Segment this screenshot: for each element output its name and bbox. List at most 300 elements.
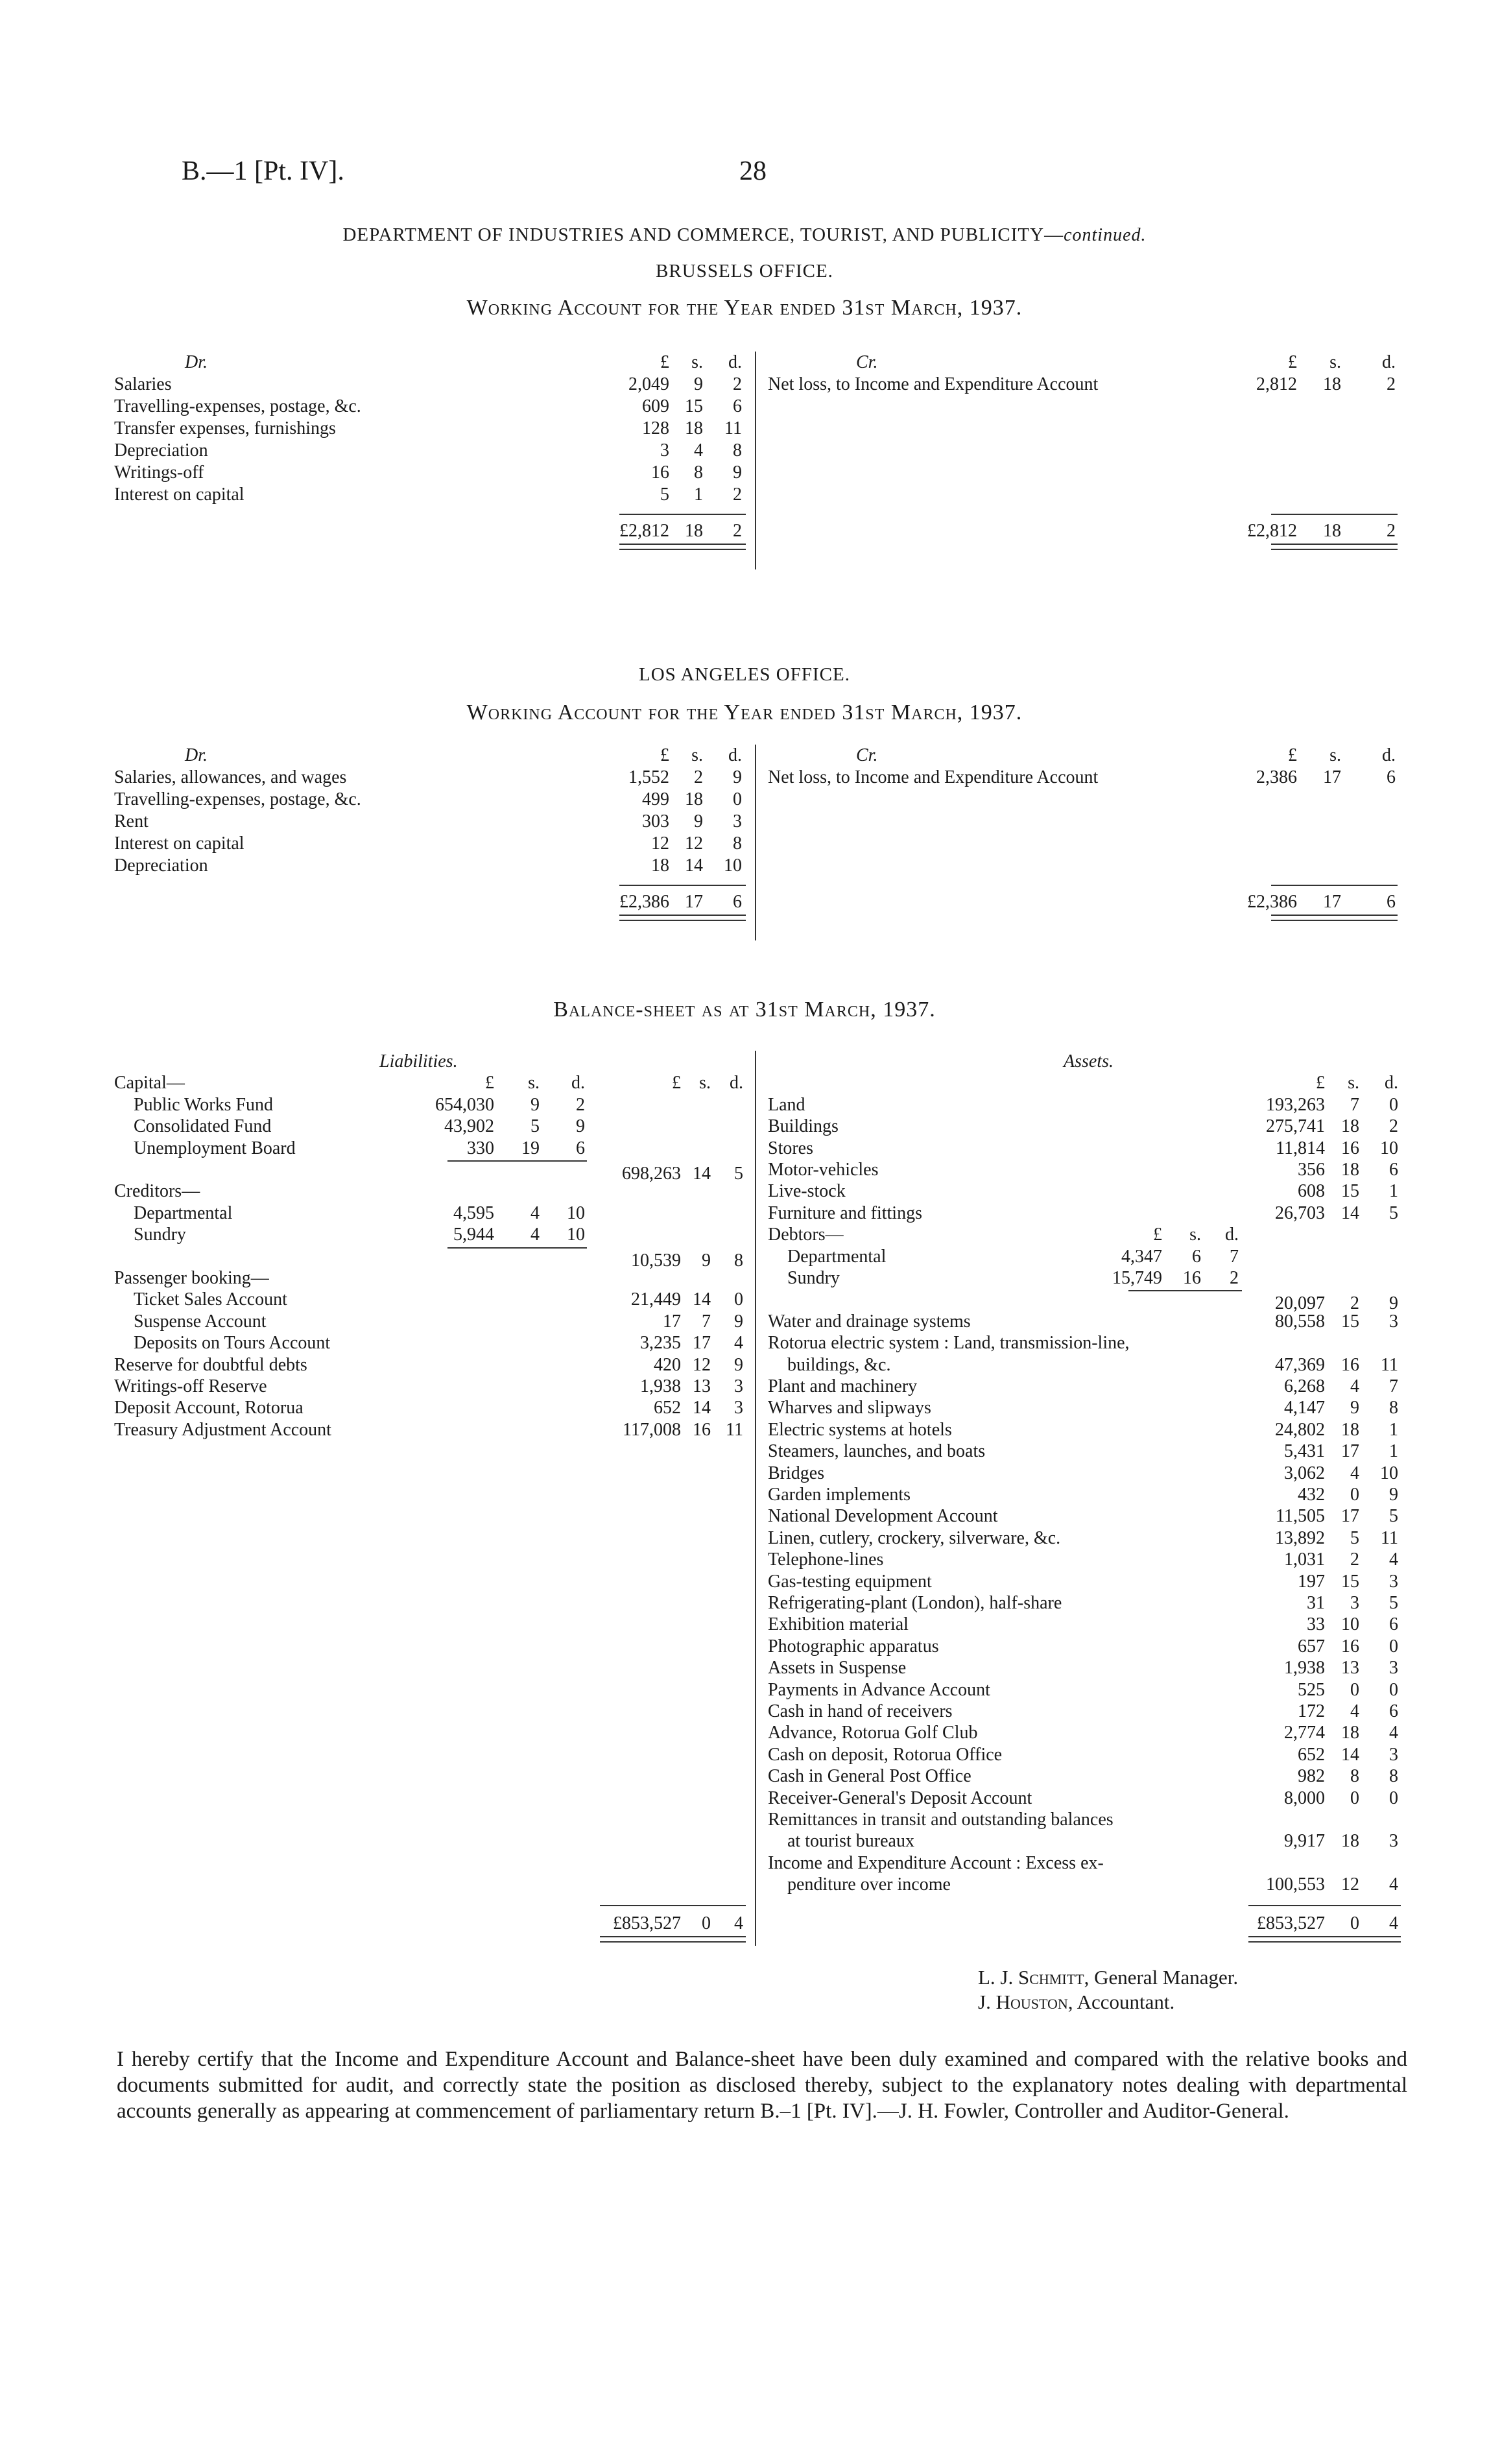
income-expenditure-shillings: 12 <box>1341 1874 1359 1895</box>
asset-item-shillings: 3 <box>1350 1593 1359 1613</box>
debit-item-pounds: 5 <box>660 484 669 505</box>
debit-item-label: Rent <box>114 811 149 831</box>
asset-item-pounds: 13,892 <box>1275 1527 1325 1548</box>
asset-item-shillings: 17 <box>1341 1441 1359 1462</box>
debit-item-shillings: 18 <box>685 789 703 809</box>
passenger-item-pounds: 3,235 <box>640 1333 681 1354</box>
asset-item-pence: 10 <box>1380 1463 1398 1483</box>
capital-item-pence: 2 <box>576 1094 585 1115</box>
asset-item-pounds: 26,703 <box>1275 1202 1325 1223</box>
rule-line <box>1271 514 1398 515</box>
signature-accountant <box>978 1990 1174 2015</box>
column-head-pounds: £ <box>485 1073 494 1094</box>
debit-item-label: Travelling-expenses, postage, &c. <box>114 789 361 809</box>
column-head-pounds: £ <box>1288 745 1297 765</box>
signature-general-manager <box>978 1965 1238 1990</box>
debit-item-shillings: 4 <box>694 440 703 461</box>
debtors-item-label: Sundry <box>787 1268 840 1288</box>
debtors-total-pence: 9 <box>1389 1293 1398 1314</box>
passenger-booking-heading: Passenger booking— <box>114 1268 269 1288</box>
double-rule-line <box>1271 915 1398 921</box>
asset-item-pence: 11 <box>1381 1527 1398 1548</box>
asset-item-label: Bridges <box>768 1463 825 1483</box>
rotorua-electric-pounds: 47,369 <box>1275 1354 1325 1375</box>
asset-item-shillings: 7 <box>1350 1094 1359 1115</box>
asset-item-pence: 7 <box>1389 1376 1398 1396</box>
asset-item-shillings: 13 <box>1341 1658 1359 1679</box>
creditors-item-pounds: 5,944 <box>453 1225 494 1245</box>
asset-item-pence: 0 <box>1389 1636 1398 1657</box>
asset-item-shillings: 4 <box>1350 1463 1359 1483</box>
column-head-shillings: s. <box>1329 745 1341 765</box>
remittances-pence: 3 <box>1389 1831 1398 1852</box>
asset-item-label: Telephone-lines <box>768 1549 884 1570</box>
asset-item-label: Refrigerating-plant (London), half-share <box>768 1593 1062 1613</box>
capital-item-pence: 6 <box>576 1138 585 1158</box>
debit-item-pence: 10 <box>724 855 742 876</box>
dr-label: Dr. <box>185 745 208 765</box>
liabilities-total-pence: 4 <box>734 1913 743 1933</box>
asset-item-pence: 3 <box>1389 1658 1398 1679</box>
credit-total-pence: 2 <box>1387 521 1396 541</box>
signatory-title: General Manager. <box>1094 1966 1239 1989</box>
debit-item-pence: 6 <box>733 396 742 416</box>
capital-item-shillings: 9 <box>530 1094 540 1115</box>
debit-item-label: Interest on capital <box>114 833 244 854</box>
signatory-name: J. Houston, <box>978 1991 1073 2013</box>
column-head-pounds: £ <box>1316 1073 1325 1094</box>
asset-item-pence: 0 <box>1389 1094 1398 1115</box>
asset-item-label: Linen, cutlery, crockery, silverware, &c. <box>768 1527 1061 1548</box>
debit-item-shillings: 9 <box>694 811 703 831</box>
asset-item-pounds: 11,505 <box>1276 1506 1325 1527</box>
column-head-pence: d. <box>728 745 742 765</box>
asset-item-label: Gas-testing equipment <box>768 1571 932 1592</box>
credit-total-pounds: £2,386 <box>1247 892 1297 912</box>
asset-item-label: Motor-vehicles <box>768 1160 879 1180</box>
assets-total-pounds: £853,527 <box>1257 1913 1325 1933</box>
debit-item-label: Salaries, allowances, and wages <box>114 767 347 787</box>
liability-item-pence: 11 <box>726 1419 743 1440</box>
asset-item-shillings: 15 <box>1341 1181 1359 1202</box>
rule-line <box>1271 885 1398 886</box>
passenger-item-label: Suspense Account <box>134 1311 267 1332</box>
debit-item-pounds: 303 <box>642 811 669 831</box>
debit-item-shillings: 2 <box>694 767 703 787</box>
income-expenditure-label-cont: penditure over income <box>787 1874 951 1895</box>
asset-item-shillings: 16 <box>1341 1138 1359 1158</box>
asset-item-pounds: 193,263 <box>1266 1094 1325 1115</box>
asset-item-label: Electric systems at hotels <box>768 1419 952 1440</box>
liability-item-label: Reserve for doubtful debts <box>114 1354 307 1375</box>
capital-item-label: Unemployment Board <box>134 1138 296 1158</box>
asset-item-pence: 0 <box>1389 1788 1398 1808</box>
debtors-item-shillings: 6 <box>1192 1246 1201 1267</box>
asset-item-shillings: 4 <box>1350 1376 1359 1396</box>
page-number: 28 <box>739 156 767 186</box>
asset-item-shillings: 18 <box>1341 1723 1359 1743</box>
asset-item-pence: 4 <box>1389 1723 1398 1743</box>
liability-item-shillings: 14 <box>693 1398 711 1418</box>
liability-item-label: Deposit Account, Rotorua <box>114 1398 304 1418</box>
credit-item-shillings: 18 <box>1323 374 1341 394</box>
asset-item-pounds: 31 <box>1307 1593 1325 1613</box>
creditors-total-pence: 8 <box>734 1250 743 1271</box>
debtors-item-pounds: 4,347 <box>1121 1246 1162 1267</box>
asset-item-label: National Development Account <box>768 1506 998 1527</box>
rule-line <box>1128 1290 1242 1291</box>
debit-total-pounds: £2,812 <box>619 521 669 541</box>
column-head-pounds: £ <box>672 1073 681 1094</box>
rotorua-electric-label-cont: buildings, &c. <box>787 1354 891 1375</box>
creditors-heading: Creditors— <box>114 1181 200 1202</box>
creditors-item-pounds: 4,595 <box>453 1202 494 1223</box>
document-reference: B.—1 [Pt. IV]. <box>182 156 344 186</box>
dr-label: Dr. <box>185 352 208 372</box>
asset-item-pounds: 652 <box>1298 1744 1325 1765</box>
assets-total-shillings: 0 <box>1350 1913 1359 1933</box>
debit-item-pounds: 128 <box>642 418 669 438</box>
liability-item-pounds: 1,938 <box>640 1376 681 1396</box>
asset-item-pence: 1 <box>1389 1441 1398 1462</box>
capital-total-pounds: 698,263 <box>622 1164 681 1184</box>
rule-line <box>600 1905 746 1906</box>
asset-item-pounds: 525 <box>1298 1679 1325 1700</box>
assets-total-pence: 4 <box>1389 1913 1398 1933</box>
asset-item-label: Cash on deposit, Rotorua Office <box>768 1744 1003 1765</box>
double-rule-line <box>1271 544 1398 550</box>
asset-item-label: Cash in hand of receivers <box>768 1701 953 1721</box>
capital-item-pounds: 330 <box>467 1138 494 1158</box>
debit-item-pounds: 16 <box>651 462 669 483</box>
debit-item-pence: 9 <box>733 462 742 483</box>
asset-item-pounds: 432 <box>1298 1485 1325 1505</box>
asset-item-pounds: 6,268 <box>1284 1376 1325 1396</box>
asset-item-pounds: 172 <box>1298 1701 1325 1721</box>
asset-item-pence: 3 <box>1389 1571 1398 1592</box>
asset-item-pence: 2 <box>1389 1116 1398 1137</box>
asset-item-shillings: 14 <box>1341 1202 1359 1223</box>
credit-item-pence: 6 <box>1387 767 1396 787</box>
debit-total-pounds: £2,386 <box>619 892 669 912</box>
income-expenditure-label: Income and Expenditure Account : Excess ex- <box>768 1852 1104 1873</box>
creditors-item-label: Sundry <box>134 1225 186 1245</box>
capital-item-shillings: 5 <box>530 1116 540 1137</box>
debit-item-label: Depreciation <box>114 440 208 461</box>
rule-line <box>447 1247 587 1249</box>
asset-item-shillings: 0 <box>1350 1788 1359 1808</box>
asset-item-pounds: 80,558 <box>1275 1311 1325 1332</box>
capital-item-pounds: 43,902 <box>444 1116 494 1137</box>
debtors-item-label: Departmental <box>787 1246 887 1267</box>
asset-item-pounds: 356 <box>1298 1160 1325 1180</box>
asset-item-shillings: 8 <box>1350 1766 1359 1787</box>
liability-item-pounds: 652 <box>654 1398 681 1418</box>
column-head-shillings: s. <box>528 1073 540 1094</box>
liability-item-pounds: 117,008 <box>623 1419 681 1440</box>
department-text: DEPARTMENT OF INDUSTRIES AND COMMERCE, TOURIST, AND PUBLICITY— <box>342 224 1064 245</box>
asset-item-shillings: 18 <box>1341 1419 1359 1440</box>
asset-item-pence: 6 <box>1389 1701 1398 1721</box>
credit-total-shillings: 18 <box>1323 521 1341 541</box>
debit-item-label: Depreciation <box>114 855 208 876</box>
department-heading <box>0 224 1489 246</box>
cr-label: Cr. <box>856 745 878 765</box>
asset-item-label: Land <box>768 1094 805 1115</box>
debit-item-shillings: 1 <box>694 484 703 505</box>
rotorua-electric-label: Rotorua electric system : Land, transmission-line, <box>768 1333 1130 1354</box>
capital-item-label: Public Works Fund <box>134 1094 274 1115</box>
asset-item-shillings: 18 <box>1341 1116 1359 1137</box>
liability-item-label: Writings-off Reserve <box>114 1376 267 1396</box>
debit-item-pounds: 499 <box>642 789 669 809</box>
asset-item-pence: 8 <box>1389 1766 1398 1787</box>
asset-item-pence: 3 <box>1389 1311 1398 1332</box>
debit-item-pounds: 2,049 <box>628 374 669 394</box>
cr-label: Cr. <box>856 352 878 372</box>
credit-item-pounds: 2,812 <box>1256 374 1297 394</box>
column-head-shillings: s. <box>699 1073 711 1094</box>
rule-line <box>447 1160 587 1162</box>
asset-item-label: Live-stock <box>768 1181 846 1202</box>
passenger-item-pence: 4 <box>734 1333 743 1354</box>
debit-total-shillings: 17 <box>685 892 703 912</box>
debit-item-pence: 3 <box>733 811 742 831</box>
asset-item-pence: 3 <box>1389 1744 1398 1765</box>
passenger-item-shillings: 7 <box>702 1311 711 1332</box>
double-rule-line <box>619 915 746 921</box>
debit-item-shillings: 15 <box>685 396 703 416</box>
liability-item-shillings: 12 <box>693 1354 711 1375</box>
double-rule-line <box>619 544 746 550</box>
credit-item-label: Net loss, to Income and Expenditure Account <box>768 374 1099 394</box>
asset-item-shillings: 14 <box>1341 1744 1359 1765</box>
asset-item-label: Wharves and slipways <box>768 1398 931 1418</box>
asset-item-label: Plant and machinery <box>768 1376 918 1396</box>
column-head-shillings: s. <box>691 352 703 372</box>
asset-item-shillings: 16 <box>1341 1636 1359 1657</box>
debtors-total-shillings: 2 <box>1350 1293 1359 1314</box>
rotorua-electric-pence: 11 <box>1381 1354 1398 1375</box>
asset-item-label: Receiver-General's Deposit Account <box>768 1788 1032 1808</box>
asset-item-label: Buildings <box>768 1116 839 1137</box>
passenger-item-shillings: 17 <box>693 1333 711 1354</box>
debit-item-pence: 2 <box>733 374 742 394</box>
liabilities-total-shillings: 0 <box>702 1913 711 1933</box>
debtors-item-pence: 7 <box>1230 1246 1239 1267</box>
debit-item-pounds: 3 <box>660 440 669 461</box>
department-continued: continued. <box>1064 225 1147 245</box>
debit-item-pence: 11 <box>724 418 742 438</box>
signatory-name: L. J. Schmitt, <box>978 1966 1090 1989</box>
debit-item-label: Transfer expenses, furnishings <box>114 418 336 438</box>
asset-item-shillings: 18 <box>1341 1160 1359 1180</box>
column-head-pounds: £ <box>1153 1225 1162 1245</box>
remittances-label: Remittances in transit and outstanding balances <box>768 1810 1114 1830</box>
remittances-shillings: 18 <box>1341 1831 1359 1852</box>
asset-item-shillings: 4 <box>1350 1701 1359 1721</box>
asset-item-label: Garden implements <box>768 1485 911 1505</box>
asset-item-pounds: 982 <box>1298 1766 1325 1787</box>
column-head-pence: d. <box>1225 1225 1239 1245</box>
credit-item-pence: 2 <box>1387 374 1396 394</box>
asset-item-pounds: 608 <box>1298 1181 1325 1202</box>
column-head-pounds: £ <box>1288 352 1297 372</box>
creditors-item-pence: 10 <box>567 1225 585 1245</box>
liability-item-pence: 3 <box>734 1376 743 1396</box>
debit-item-label: Interest on capital <box>114 484 244 505</box>
asset-item-pence: 4 <box>1389 1549 1398 1570</box>
debit-item-pounds: 1,552 <box>628 767 669 787</box>
liability-item-shillings: 13 <box>693 1376 711 1396</box>
capital-item-pence: 9 <box>576 1116 585 1137</box>
debit-item-pounds: 609 <box>642 396 669 416</box>
asset-item-label: Assets in Suspense <box>768 1658 907 1679</box>
column-head-pence: d. <box>1382 352 1396 372</box>
asset-item-label: Cash in General Post Office <box>768 1766 971 1787</box>
asset-item-label: Photographic apparatus <box>768 1636 939 1657</box>
asset-item-pounds: 2,774 <box>1284 1723 1325 1743</box>
asset-item-label: Stores <box>768 1138 813 1158</box>
column-head-shillings: s. <box>691 745 703 765</box>
capital-total-pence: 5 <box>734 1164 743 1184</box>
asset-item-pounds: 33 <box>1307 1614 1325 1635</box>
debit-item-shillings: 12 <box>685 833 703 854</box>
debtors-total-pounds: 20,097 <box>1275 1293 1325 1314</box>
debit-item-pounds: 18 <box>651 855 669 876</box>
passenger-item-label: Deposits on Tours Account <box>134 1333 331 1354</box>
column-head-pence: d. <box>728 352 742 372</box>
audit-certificate: I hereby certify that the Income and Expenditure Account and Balance-sheet have been duly examined and compared with the relative books and documents submitted for audit, and correctly state the position as disclosed thereby, subject to the explanatory notes dealing with departmental accounts generally as appearing at commencement of parliamentary return B.–1 [Pt. IV].—J. H. Fowler, Controller and Auditor-General. <box>117 2048 1407 2123</box>
asset-item-pounds: 197 <box>1298 1571 1325 1592</box>
asset-item-shillings: 5 <box>1350 1527 1359 1548</box>
asset-item-shillings: 0 <box>1350 1485 1359 1505</box>
remittances-pounds: 9,917 <box>1284 1831 1325 1852</box>
asset-item-pence: 5 <box>1389 1593 1398 1613</box>
asset-item-pence: 1 <box>1389 1419 1398 1440</box>
passenger-item-shillings: 14 <box>693 1289 711 1310</box>
passenger-item-pounds: 21,449 <box>631 1289 681 1310</box>
asset-item-pence: 1 <box>1389 1181 1398 1202</box>
asset-item-shillings: 15 <box>1341 1311 1359 1332</box>
asset-item-pounds: 657 <box>1298 1636 1325 1657</box>
passenger-item-pence: 0 <box>734 1289 743 1310</box>
credit-item-label: Net loss, to Income and Expenditure Account <box>768 767 1099 787</box>
rule-line <box>619 885 746 886</box>
asset-item-label: Payments in Advance Account <box>768 1679 990 1700</box>
assets-heading: Assets. <box>1064 1051 1114 1071</box>
capital-heading: Capital— <box>114 1073 185 1094</box>
debtors-item-pence: 2 <box>1230 1268 1239 1288</box>
asset-item-pence: 9 <box>1389 1485 1398 1505</box>
losangeles-account-title: Working Account for the Year ended 31st March, 1937. <box>466 700 1023 724</box>
asset-item-shillings: 2 <box>1350 1549 1359 1570</box>
brussels-account-title: Working Account for the Year ended 31st March, 1937. <box>466 296 1023 320</box>
asset-item-pounds: 8,000 <box>1284 1788 1325 1808</box>
debit-total-pence: 6 <box>733 892 742 912</box>
asset-item-pence: 5 <box>1389 1202 1398 1223</box>
credit-total-shillings: 17 <box>1323 892 1341 912</box>
signatory-title: Accountant. <box>1077 1991 1175 2013</box>
rotorua-electric-shillings: 16 <box>1341 1354 1359 1375</box>
double-rule-line <box>1248 1936 1401 1943</box>
asset-item-pounds: 3,062 <box>1284 1463 1325 1483</box>
liability-item-pence: 3 <box>734 1398 743 1418</box>
balance-sheet-title: Balance-sheet as at 31st March, 1937. <box>553 998 936 1022</box>
debtors-heading: Debtors— <box>768 1225 844 1245</box>
asset-item-shillings: 17 <box>1341 1506 1359 1527</box>
income-expenditure-pence: 4 <box>1389 1874 1398 1895</box>
debit-item-pence: 2 <box>733 484 742 505</box>
capital-item-label: Consolidated Fund <box>134 1116 272 1137</box>
liability-item-label: Treasury Adjustment Account <box>114 1419 331 1440</box>
debtors-item-pounds: 15,749 <box>1112 1268 1162 1288</box>
asset-item-pence: 6 <box>1389 1614 1398 1635</box>
debit-item-label: Salaries <box>114 374 172 394</box>
asset-item-shillings: 10 <box>1341 1614 1359 1635</box>
liability-item-pounds: 420 <box>654 1354 681 1375</box>
asset-item-pence: 6 <box>1389 1160 1398 1180</box>
debit-item-shillings: 9 <box>694 374 703 394</box>
asset-item-pounds: 5,431 <box>1284 1441 1325 1462</box>
asset-item-pence: 10 <box>1380 1138 1398 1158</box>
creditors-item-pence: 10 <box>567 1202 585 1223</box>
debit-item-pence: 8 <box>733 440 742 461</box>
debit-item-label: Travelling-expenses, postage, &c. <box>114 396 361 416</box>
creditors-item-label: Departmental <box>134 1202 233 1223</box>
brussels-office-heading: BRUSSELS OFFICE. <box>656 261 833 281</box>
capital-item-shillings: 19 <box>521 1138 540 1158</box>
column-divider <box>755 352 756 569</box>
column-head-pence: d. <box>571 1073 585 1094</box>
credit-total-pence: 6 <box>1387 892 1396 912</box>
debit-item-pence: 8 <box>733 833 742 854</box>
passenger-item-pence: 9 <box>734 1311 743 1332</box>
asset-item-pence: 0 <box>1389 1679 1398 1700</box>
column-divider <box>755 1051 756 1946</box>
debit-item-label: Writings-off <box>114 462 204 483</box>
asset-item-label: Advance, Rotorua Golf Club <box>768 1723 978 1743</box>
column-head-shillings: s. <box>1189 1225 1201 1245</box>
asset-item-pounds: 24,802 <box>1275 1419 1325 1440</box>
asset-item-label: Water and drainage systems <box>768 1311 971 1332</box>
credit-item-pounds: 2,386 <box>1256 767 1297 787</box>
debtors-item-shillings: 16 <box>1183 1268 1201 1288</box>
debit-item-pounds: 12 <box>651 833 669 854</box>
debit-item-pence: 9 <box>733 767 742 787</box>
creditors-item-shillings: 4 <box>530 1225 540 1245</box>
asset-item-pounds: 1,938 <box>1284 1658 1325 1679</box>
asset-item-shillings: 0 <box>1350 1679 1359 1700</box>
capital-total-shillings: 14 <box>693 1164 711 1184</box>
rule-line <box>1248 1905 1401 1906</box>
asset-item-pounds: 4,147 <box>1284 1398 1325 1418</box>
passenger-item-label: Ticket Sales Account <box>134 1289 287 1310</box>
asset-item-shillings: 15 <box>1341 1571 1359 1592</box>
column-head-pounds: £ <box>660 352 669 372</box>
creditors-item-shillings: 4 <box>530 1202 540 1223</box>
asset-item-label: Exhibition material <box>768 1614 909 1635</box>
column-divider <box>755 745 756 940</box>
debit-item-shillings: 14 <box>685 855 703 876</box>
column-head-shillings: s. <box>1348 1073 1359 1094</box>
liability-item-shillings: 16 <box>693 1419 711 1440</box>
liabilities-total-pounds: £853,527 <box>613 1913 681 1933</box>
asset-item-pence: 8 <box>1389 1398 1398 1418</box>
column-head-pence: d. <box>730 1073 743 1094</box>
asset-item-pence: 5 <box>1389 1506 1398 1527</box>
asset-item-label: Steamers, launches, and boats <box>768 1441 986 1462</box>
